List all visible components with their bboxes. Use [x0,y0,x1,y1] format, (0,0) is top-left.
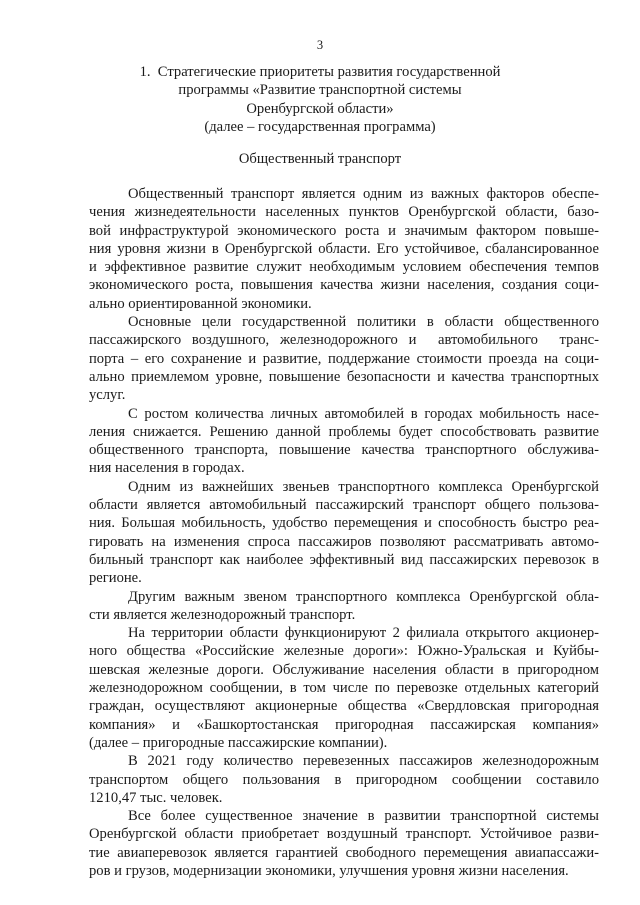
paragraph [89,624,599,752]
paragraph [89,405,599,478]
paragraph [89,588,599,625]
paragraph [89,313,599,404]
paragraph-line: чения жизнедеятельности населенных пунктов Оренбургской области, базо- [89,204,599,221]
paragraph-line: услуг. [89,387,126,404]
paragraph-line: ния населения в городах. [89,460,245,477]
paragraph-line: (далее – пригородные пассажирские компании). [89,734,388,751]
paragraph-line: ния. Большая мобильность, удобство перемещения и способность быстро реа- [89,515,599,532]
paragraph-line: транспортом общего пользования в пригородном сообщении составило [89,771,599,788]
document-title [0,63,640,136]
title-line: Оренбургской области» [246,100,394,117]
paragraph [89,478,599,588]
paragraph-line: ния уровня жизни в Оренбургской области. Его устойчивое, сбалансированное [89,240,599,257]
page-number: 3 [316,38,324,52]
paragraph-line: Основные цели государственной политики в области общественного [128,314,599,331]
paragraph [89,807,599,880]
title-line: программы «Развитие транспортной системы [178,82,462,99]
paragraph-line: Все более существенное значение в развитии транспортной системы [128,808,599,825]
paragraph-line: гировать на изменения спроса пассажиров позволяют рассматривать автомо- [89,533,599,550]
paragraph-line: экономического роста, повышения качества жизни населения, создания соци- [89,277,599,294]
paragraph-line: сти является железнодорожный транспорт. [89,606,356,623]
paragraph-line: граждан, осуществляют акционерные общества «Свердловская пригородная [89,698,599,715]
paragraph-line: и эффективное развитие служит необходимым условием обеспечения темпов [89,259,599,276]
paragraph-line: регионе. [89,570,142,587]
paragraph-line: порта – его сохранение и развитие, поддержание стоимости проезда на соци- [89,350,599,367]
paragraph-line: области является автомобильный пассажирский транспорт общего пользова- [89,497,599,514]
paragraph-line: 1210,47 тыс. человек. [89,789,223,806]
paragraph-line: ально приемлемом уровне, повышение безопасности и качества транспортных [89,368,599,385]
paragraph-line: тие авиаперевозок является гарантией свободного перемещения авиапассажи- [89,844,599,861]
title-line: 1. Стратегические приоритеты развития государственной [139,64,501,80]
paragraph [89,185,599,313]
paragraph-line: ления снижается. Решению данной проблемы будет способствовать развитие [89,423,599,440]
paragraph [89,752,599,807]
paragraph-line: Общественный транспорт является одним из важных факторов обеспе- [128,186,599,202]
paragraph-line: общественного транспорта, повышение качества транспортного обслужива- [89,442,599,459]
title-line: (далее – государственная программа) [204,118,436,135]
paragraph-line: ного общества «Российские железные дороги»: Южно-Уральская и Куйбы- [89,643,599,660]
paragraph-line: пассажирского воздушного, железнодорожного и автомобильного транс- [89,332,599,349]
paragraph-line: Одним из важнейших звеньев транспортного комплекса Оренбургской [128,478,599,495]
paragraph-line: Оренбургской области приобретает воздушный транспорт. Устойчивое разви- [89,826,599,843]
paragraph-line: шевская железные дороги. Обслуживание населения области в пригородном [89,661,599,678]
paragraph-line: Другим важным звеном транспортного комплекса Оренбургской обла- [128,588,599,605]
document-body [89,185,599,880]
paragraph-line: железнодорожном сообщении, в том числе по перевозке отдельных категорий [89,680,599,697]
paragraph-line: В 2021 году количество перевезенных пассажиров железнодорожным [128,753,599,770]
paragraph-line: ально ориентированной экономики. [89,295,312,312]
paragraph-line: С ростом количества личных автомобилей в городах мобильность насе- [128,405,599,422]
paragraph-line: На территории области функционируют 2 филиала открытого акционер- [128,625,599,642]
paragraph-line: ров и грузов, модернизации экономики, улучшения уровня жизни населения. [89,862,569,879]
paragraph-line: вой инфраструктурой экономического роста и значимым фактором повыше- [89,222,599,239]
section-heading: Общественный транспорт [238,151,402,167]
paragraph-line: компания» и «Башкортостанская пригородная пассажирская компания» [89,716,599,733]
paragraph-line: бильный транспорт как наиболее эффективный вид пассажирских перевозок в [89,551,599,568]
